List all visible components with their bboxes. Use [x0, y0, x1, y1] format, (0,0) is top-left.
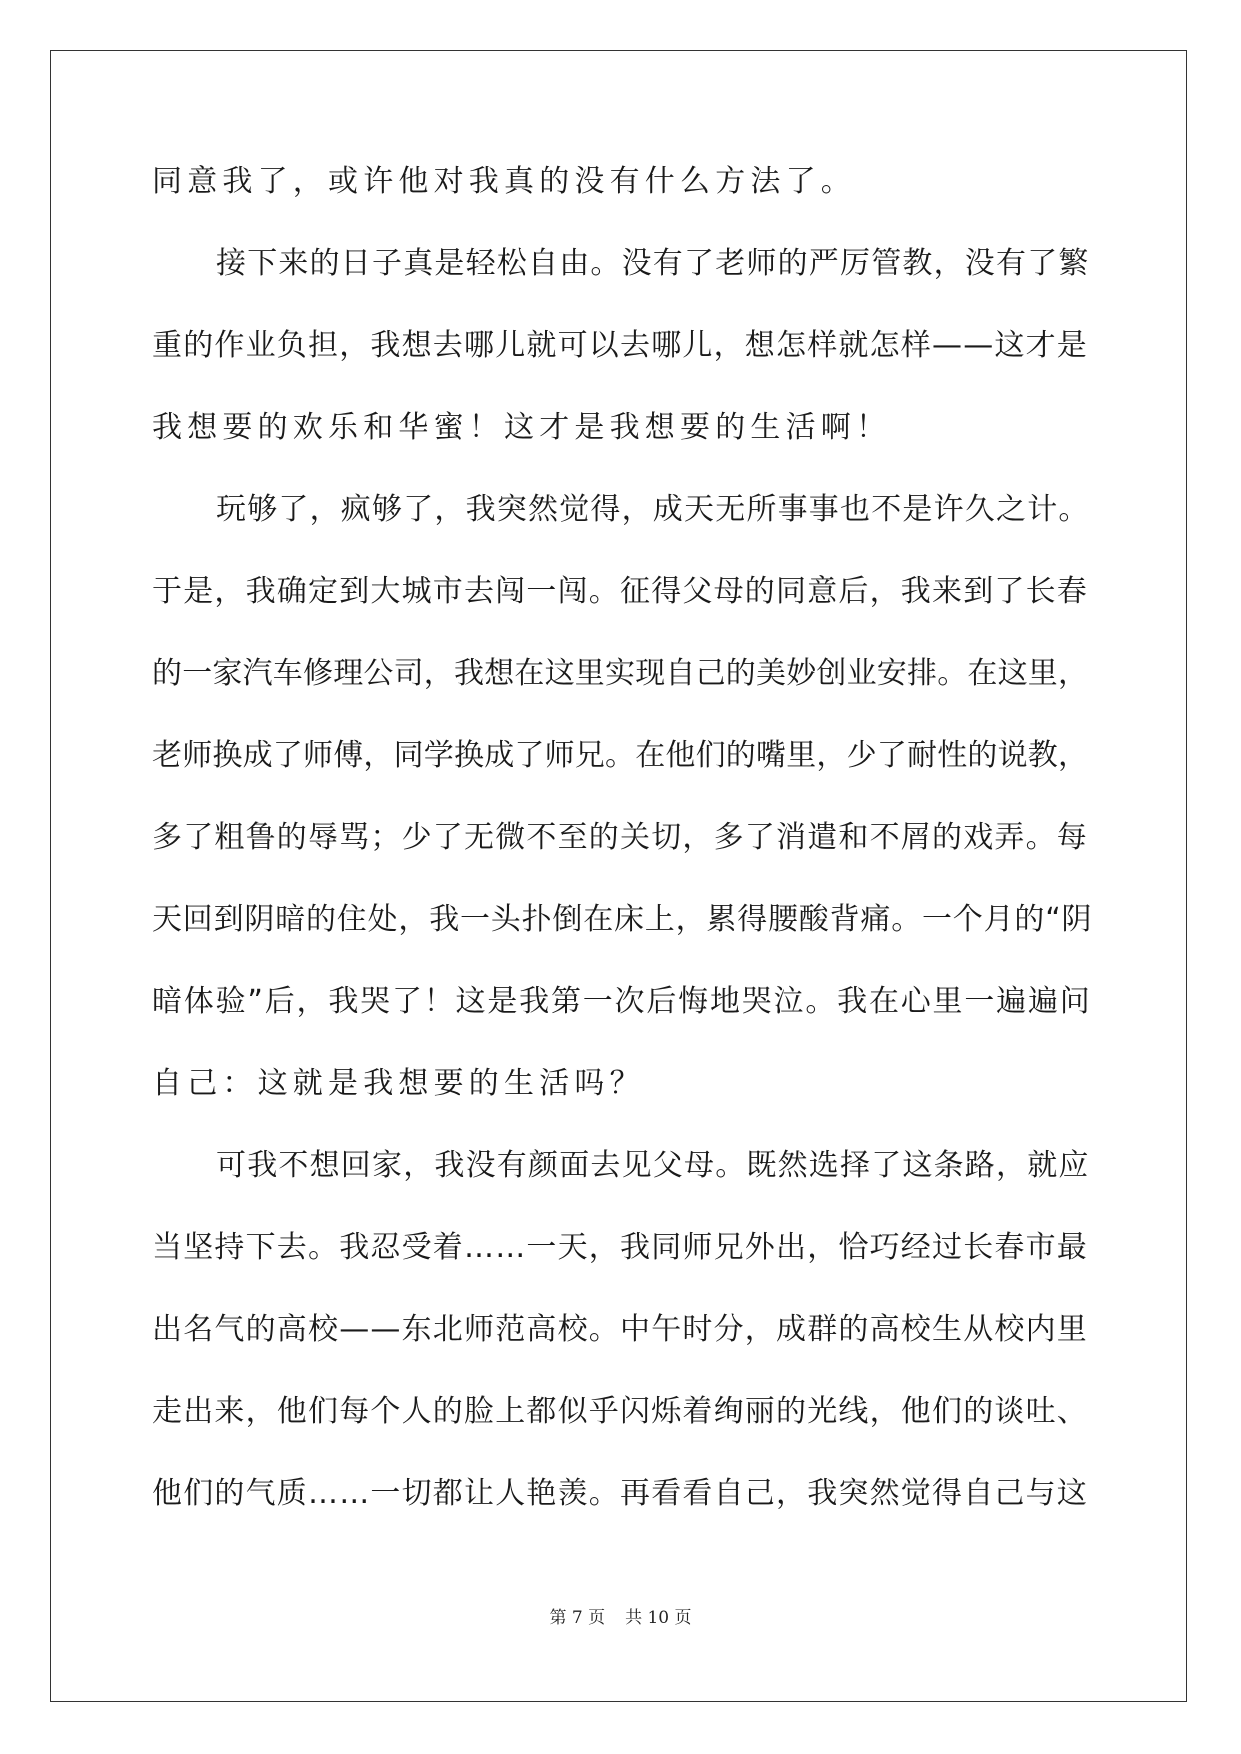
text-line: 暗体验”后，我哭了！这是我第一次后悔地哭泣。我在心里一遍遍问 [152, 984, 1092, 1019]
text-line: 他们的气质……一切都让人艳羡。再看看自己，我突然觉得自己与这 [152, 1476, 1088, 1511]
text-line: 自己：这就是我想要的生活吗？ [152, 1066, 645, 1101]
text-line: 多了粗鲁的辱骂；少了无微不至的关切，多了消遣和不屑的戏弄。每 [152, 820, 1088, 855]
text-line: 我想要的欢乐和华蜜！这才是我想要的生活啊！ [152, 410, 892, 445]
text-line: 的一家汽车修理公司，我想在这里实现自己的美妙创业安排。在这里， [152, 656, 1089, 691]
text-line: 老师换成了师傅，同学换成了师兄。在他们的嘴里，少了耐性的说教， [152, 738, 1089, 773]
page-footer [0, 1603, 1241, 1628]
page-total: 共 10 页 [625, 1608, 692, 1628]
text-line: 走出来，他们每个人的脸上都似乎闪烁着绚丽的光线，他们的谈吐、 [152, 1394, 1088, 1429]
text-line: 于是，我确定到大城市去闯一闯。征得父母的同意后，我来到了长春 [152, 574, 1088, 609]
text-line: 当坚持下去。我忍受着……一天，我同师兄外出，恰巧经过长春市最 [152, 1230, 1088, 1265]
text-line: 重的作业负担，我想去哪儿就可以去哪儿，想怎样就怎样——这才是 [152, 328, 1088, 363]
paragraph-start-line: 可我不想回家，我没有颜面去见父母。既然选择了这条路，就应 [216, 1148, 1090, 1183]
paragraph-start-line: 接下来的日子真是轻松自由。没有了老师的严厉管教，没有了繁 [216, 246, 1090, 281]
page-frame [50, 50, 1187, 1702]
text-line: 出名气的高校——东北师范高校。中午时分，成群的高校生从校内里 [152, 1312, 1088, 1347]
text-line: 天回到阴暗的住处，我一头扑倒在床上，累得腰酸背痛。一个月的“阴 [152, 902, 1093, 937]
page-number: 第 7 页 [549, 1608, 606, 1628]
paragraph-start-line: 玩够了，疯够了，我突然觉得，成天无所事事也不是许久之计。 [216, 492, 1090, 527]
text-line: 同意我了，或许他对我真的没有什么方法了。 [152, 164, 856, 199]
